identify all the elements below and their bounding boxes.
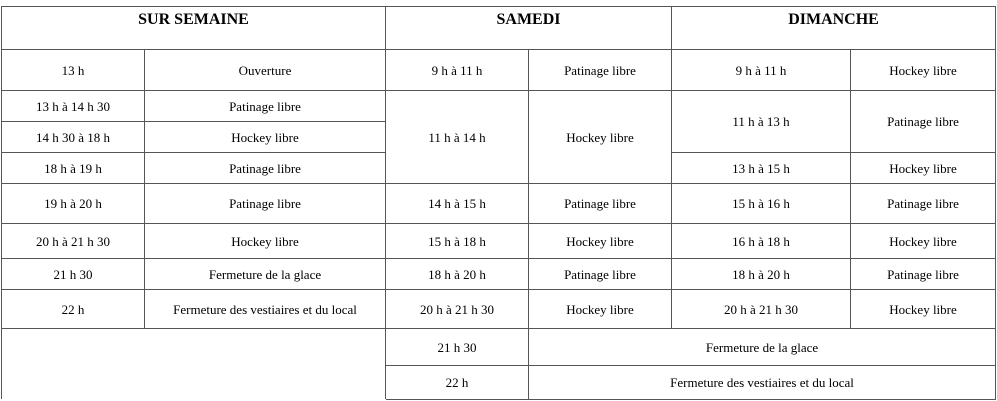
weekday-activity-cell: Fermeture des vestiaires et du local [145,290,386,329]
table-row [2,290,996,329]
table-row [2,184,996,224]
saturday-activity-cell: Patinage libre [529,259,672,290]
empty-cell [2,329,386,400]
sunday-activity-cell: Patinage libre [851,91,996,153]
sunday-activity-cell: Hockey libre [851,50,996,91]
weekday-activity-cell: Patinage libre [145,91,386,122]
weekend-activity-cell: Fermeture des vestiaires et du local [529,366,996,400]
sunday-activity-cell: Patinage libre [851,259,996,290]
table-row [2,224,996,259]
weekday-time-cell: 19 h à 20 h [2,184,145,224]
weekday-activity-cell: Patinage libre [145,153,386,184]
saturday-activity-cell: Patinage libre [529,50,672,91]
weekend-activity-cell: Fermeture de la glace [529,329,996,366]
sunday-activity-cell: Patinage libre [851,184,996,224]
header-row [2,7,996,50]
saturday-activity-cell: Patinage libre [529,184,672,224]
sunday-time-cell: 15 h à 16 h [672,184,851,224]
sunday-time-cell: 18 h à 20 h [672,259,851,290]
table-row [2,50,996,91]
weekday-time-cell: 14 h 30 à 18 h [2,122,145,153]
saturday-header: SAMEDI [386,7,672,50]
saturday-activity-cell: Hockey libre [529,224,672,259]
saturday-time-cell: 21 h 30 [386,329,529,366]
sunday-activity-cell: Hockey libre [851,224,996,259]
weekday-activity-cell: Hockey libre [145,224,386,259]
sunday-time-cell: 9 h à 11 h [672,50,851,91]
table-row [2,91,996,122]
weekday-time-cell: 21 h 30 [2,259,145,290]
saturday-activity-cell: Hockey libre [529,290,672,329]
saturday-time-cell: 14 h à 15 h [386,184,529,224]
table-row [2,329,996,366]
saturday-time-cell: 11 h à 14 h [386,91,529,184]
weekday-time-cell: 18 h à 19 h [2,153,145,184]
saturday-activity-cell: Hockey libre [529,91,672,184]
weekday-activity-cell: Fermeture de la glace [145,259,386,290]
sunday-header: DIMANCHE [672,7,996,50]
weekday-activity-cell: Hockey libre [145,122,386,153]
weekday-time-cell: 13 h [2,50,145,91]
sunday-activity-cell: Hockey libre [851,290,996,329]
weekday-header: SUR SEMAINE [2,7,386,50]
table-row [2,259,996,290]
saturday-time-cell: 22 h [386,366,529,400]
sunday-activity-cell: Hockey libre [851,153,996,184]
sunday-time-cell: 13 h à 15 h [672,153,851,184]
weekday-activity-cell: Ouverture [145,50,386,91]
saturday-time-cell: 18 h à 20 h [386,259,529,290]
schedule-table [1,6,996,400]
sunday-time-cell: 11 h à 13 h [672,91,851,153]
weekday-activity-cell: Patinage libre [145,184,386,224]
weekday-time-cell: 13 h à 14 h 30 [2,91,145,122]
weekday-time-cell: 20 h à 21 h 30 [2,224,145,259]
weekday-time-cell: 22 h [2,290,145,329]
sunday-time-cell: 16 h à 18 h [672,224,851,259]
saturday-time-cell: 9 h à 11 h [386,50,529,91]
sunday-time-cell: 20 h à 21 h 30 [672,290,851,329]
saturday-time-cell: 15 h à 18 h [386,224,529,259]
saturday-time-cell: 20 h à 21 h 30 [386,290,529,329]
